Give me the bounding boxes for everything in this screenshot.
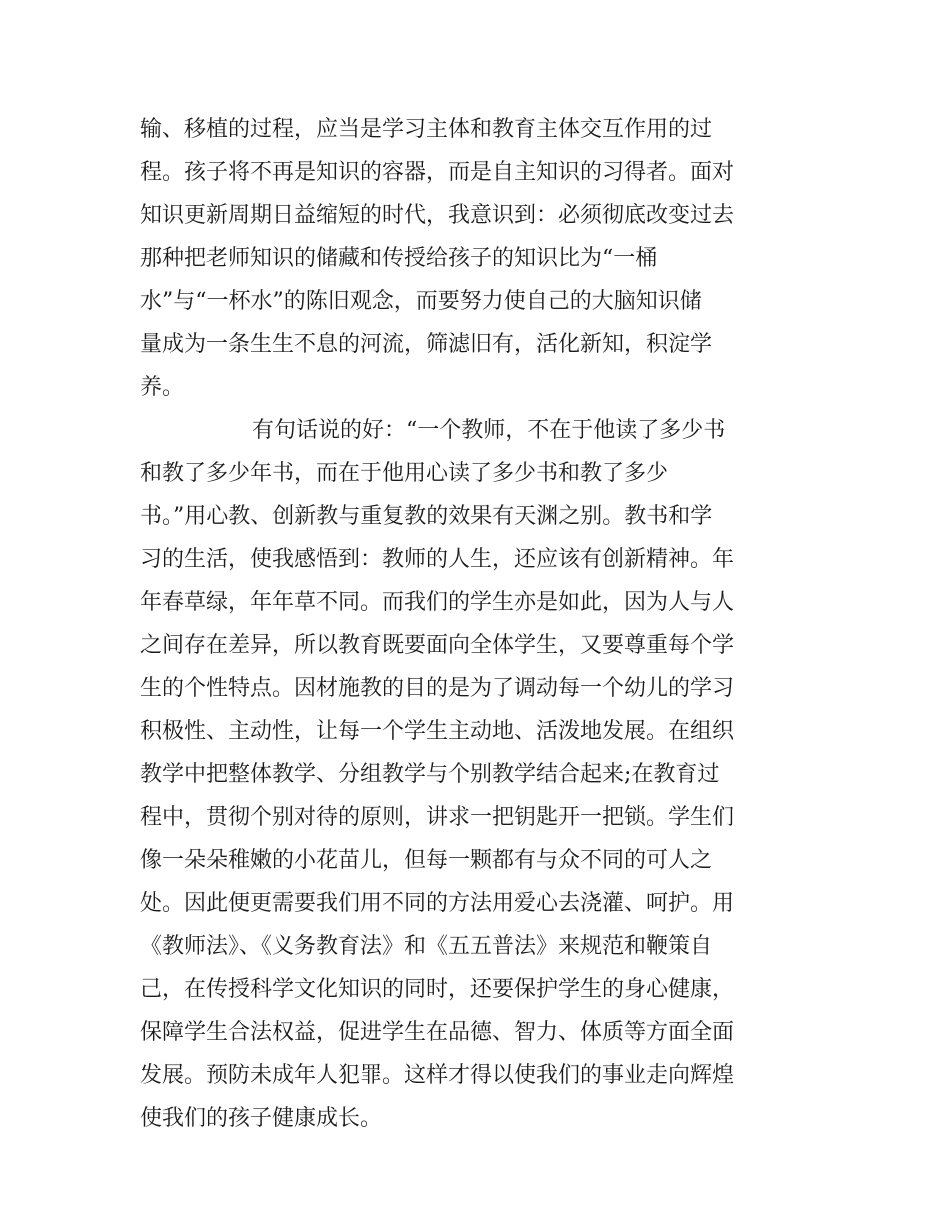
- text-line: 保障学生合法权益，促进学生在品德、智力、体质等方面全面: [140, 1020, 735, 1045]
- text-line: 有句话说的好：“一个教师，不在于他读了多少书: [252, 418, 726, 443]
- text-line: 程。孩子将不再是知识的容器，而是自主知识的习得者。面对: [140, 160, 735, 185]
- text-line: 《教师法》、《义务教育法》和《五五普法》来规范和鞭策自: [140, 934, 713, 959]
- text-line: 习的生活，使我感悟到：教师的人生，还应该有创新精神。年: [140, 547, 735, 572]
- text-line: 知识更新周期日益缩短的时代，我意识到：必须彻底改变过去: [140, 203, 735, 228]
- text-line: 教学中把整体教学、分组教学与个别教学结合起来;在教育过: [140, 762, 720, 787]
- text-line: 输、移植的过程，应当是学习主体和教育主体交互作用的过: [140, 117, 713, 142]
- text-line: 和教了多少年书，而在于他用心读了多少书和教了多少: [140, 461, 669, 486]
- text-line: 年春草绿，年年草不同。而我们的学生亦是如此，因为人与人: [140, 590, 735, 615]
- text-line: 养。: [140, 375, 185, 400]
- text-line: 水”与“一杯水”的陈旧观念，而要努力使自己的大脑知识储: [140, 289, 702, 314]
- text-line: 书。”用心教、创新教与重复教的效果有天渊之别。教书和学: [140, 504, 713, 529]
- text-line: 积极性、主动性，让每一个学生主动地、活泼地发展。在组织: [140, 719, 735, 744]
- text-line: 生的个性特点。因材施教的目的是为了调动每一个幼儿的学习: [140, 676, 735, 701]
- text-line: 使我们的孩子健康成长。: [140, 1106, 383, 1131]
- text-line: 处。因此便更需要我们用不同的方法用爱心去浇灌、呵护。用: [140, 891, 735, 916]
- text-line: 发展。预防未成年人犯罪。这样才得以使我们的事业走向辉煌: [140, 1063, 735, 1088]
- text-line: 量成为一条生生不息的河流，筛滤旧有，活化新知，积淀学: [140, 332, 713, 357]
- text-line: 程中，贯彻个别对待的原则，讲求一把钥匙开一把锁。学生们: [140, 805, 735, 830]
- paragraph-1: [140, 108, 830, 409]
- text-line: 己，在传授科学文化知识的同时，还要保护学生的身心健康，: [140, 977, 735, 1002]
- document-body: [140, 108, 830, 1140]
- text-line: 之间存在差异，所以教育既要面向全体学生，又要尊重每个学: [140, 633, 735, 658]
- text-line: 像一朵朵稚嫩的小花苗儿，但每一颗都有与众不同的可人之: [140, 848, 713, 873]
- text-line: 那种把老师知识的储藏和传授给孩子的知识比为“一桶: [140, 246, 658, 271]
- paragraph-2: [140, 409, 830, 1140]
